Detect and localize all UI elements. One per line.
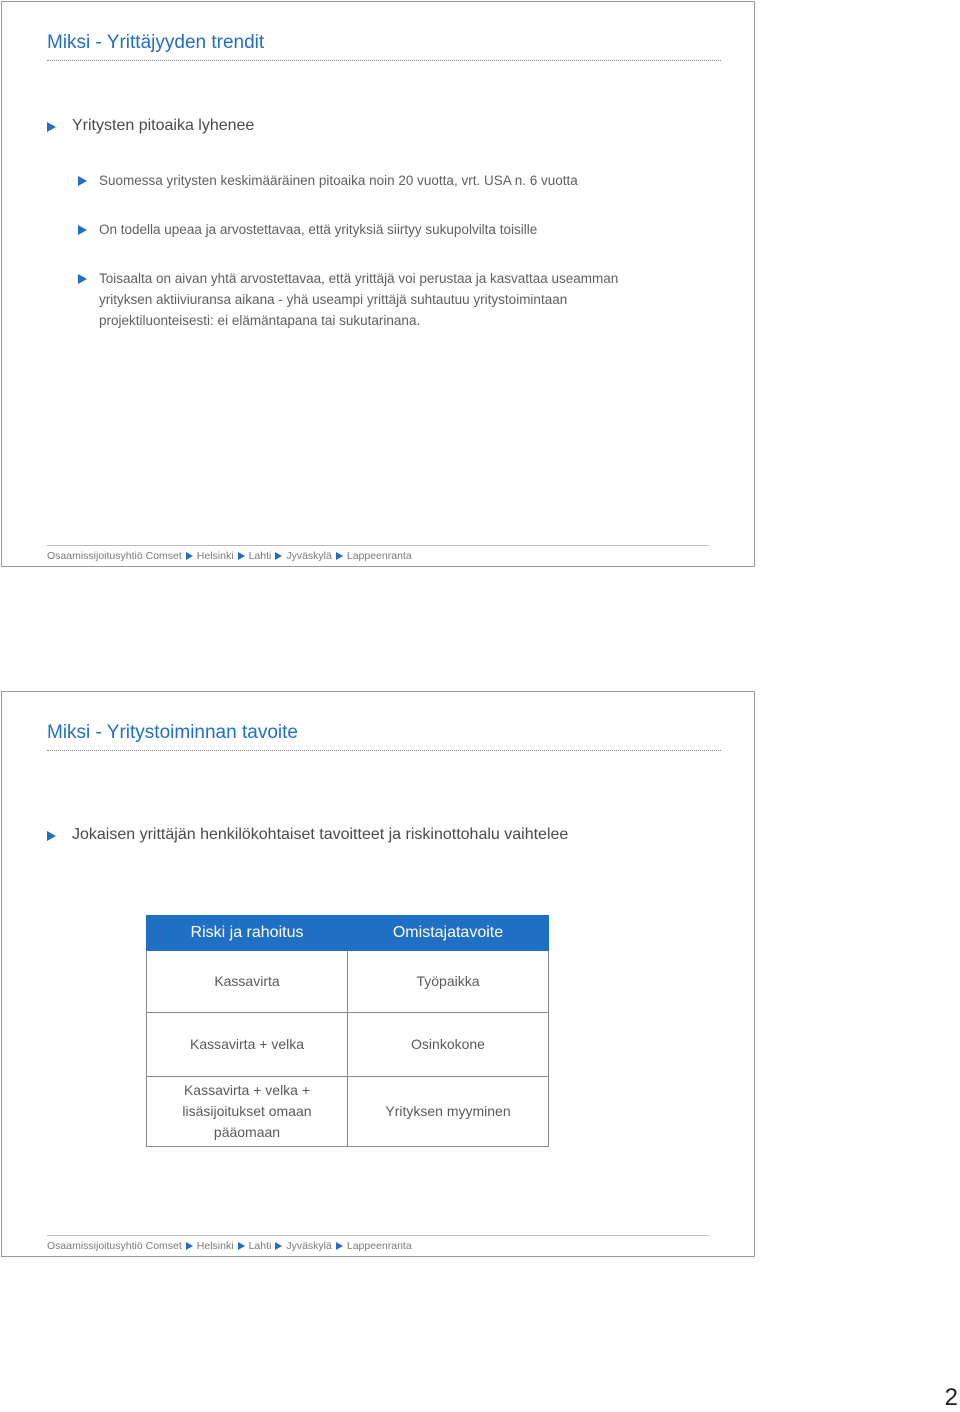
slide-title: Miksi - Yritystoiminnan tavoite xyxy=(47,722,721,751)
footer-triangle-icon xyxy=(275,1242,282,1250)
bullet-text: Jokaisen yrittäjän henkilökohtaiset tavoitteet ja riskinottohalu vaihtelee xyxy=(72,826,569,843)
table-cell: Työpaikka xyxy=(348,951,549,1013)
footer-triangle-icon xyxy=(186,552,193,560)
sub-bullet xyxy=(78,170,638,191)
bullet-text: Yritysten pitoaika lyhenee xyxy=(72,117,255,134)
bullet-text: Toisaalta on aivan yhtä arvostettavaa, että yrittäjä voi perustaa ja kasvattaa useamman yrityksen aktiiviuransa aikana - yhä useampi yrittäjä suhtautuu yritystoimintaan projektiluonteisesti: ei elämäntapana tai sukutarinana. xyxy=(99,271,619,328)
table-row xyxy=(147,1077,549,1147)
slide-footer xyxy=(47,1235,709,1252)
bullet-triangle-icon xyxy=(78,274,87,284)
table-cell: Kassavirta + velka xyxy=(147,1013,348,1077)
footer-triangle-icon xyxy=(275,552,282,560)
bullet-triangle-icon xyxy=(47,122,56,132)
bullet-text: On todella upeaa ja arvostettavaa, että yrityksiä siirtyy sukupolvilta toisille xyxy=(99,222,538,237)
slide-footer xyxy=(47,545,709,562)
footer-triangle-icon xyxy=(186,1242,193,1250)
main-bullet xyxy=(47,117,254,135)
footer-location: Lappeenranta xyxy=(346,550,412,562)
table-cell: Kassavirta + velka + lisäsijoitukset omaan pääomaan xyxy=(147,1077,348,1147)
footer-triangle-icon xyxy=(238,1242,245,1250)
footer-company: Osaamissijoitusyhtiö Comset xyxy=(47,1240,182,1252)
footer-location: Helsinki xyxy=(196,1240,234,1252)
table-cell: Kassavirta xyxy=(147,951,348,1013)
bullet-triangle-icon xyxy=(78,225,87,235)
sub-bullet xyxy=(78,219,638,240)
table-cell: Osinkokone xyxy=(348,1013,549,1077)
slide-title: Miksi - Yrittäjyyden trendit xyxy=(47,32,721,61)
footer-triangle-icon xyxy=(336,1242,343,1250)
table-header: Riski ja rahoitus xyxy=(147,916,348,951)
page-number: 2 xyxy=(944,1384,958,1411)
main-bullet xyxy=(47,826,568,844)
goals-table xyxy=(146,915,549,1147)
slide-2 xyxy=(1,691,755,1257)
bullet-triangle-icon xyxy=(78,176,87,186)
footer-location: Jyväskylä xyxy=(286,550,332,562)
table-cell: Yrityksen myyminen xyxy=(348,1077,549,1147)
table-header: Omistajatavoite xyxy=(348,916,549,951)
slide-1 xyxy=(1,1,755,567)
table-row xyxy=(147,951,549,1013)
footer-location: Jyväskylä xyxy=(286,1240,332,1252)
footer-triangle-icon xyxy=(336,552,343,560)
footer-location: Lahti xyxy=(248,550,272,562)
footer-location: Lahti xyxy=(248,1240,272,1252)
bullet-triangle-icon xyxy=(47,831,56,841)
footer-triangle-icon xyxy=(238,552,245,560)
bullet-text: Suomessa yritysten keskimääräinen pitoaika noin 20 vuotta, vrt. USA n. 6 vuotta xyxy=(99,173,578,188)
footer-location: Helsinki xyxy=(196,550,234,562)
footer-company: Osaamissijoitusyhtiö Comset xyxy=(47,550,182,562)
table-row xyxy=(147,1013,549,1077)
footer-location: Lappeenranta xyxy=(346,1240,412,1252)
sub-bullet xyxy=(78,268,638,331)
